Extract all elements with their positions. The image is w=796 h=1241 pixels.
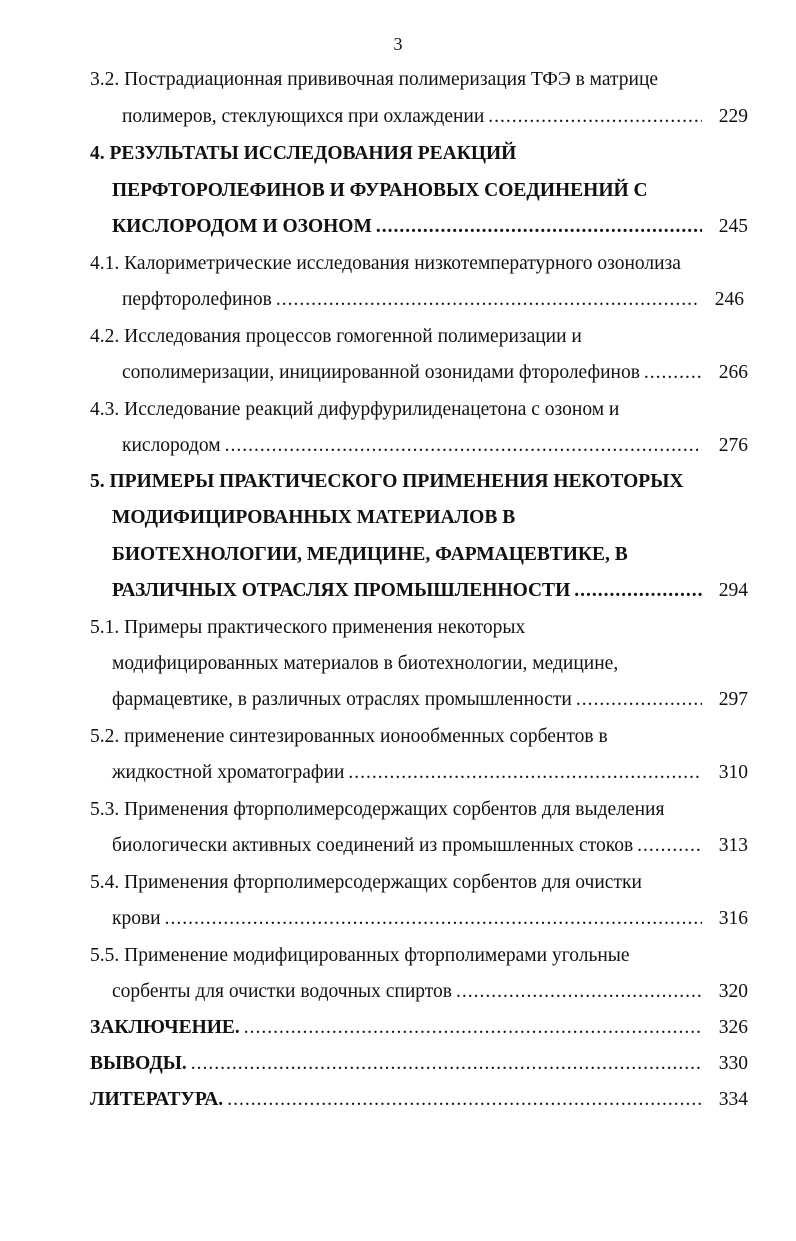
toc-page-number: 310 (718, 762, 748, 783)
leader-dots (574, 578, 702, 604)
toc-text: БИОТЕХНОЛОГИИ, МЕДИЦИНЕ, ФАРМАЦЕВТИКЕ, В (112, 544, 628, 565)
leader-dots (637, 833, 702, 859)
toc-text: полимеров, стеклующихся при охлаждении (122, 106, 485, 127)
toc-text: 3.2. Пострадиационная прививочная полимеризация ТФЭ в матрице (90, 69, 659, 90)
toc-page-number: 294 (718, 580, 748, 601)
toc-text: 5.5. Применение модифицированных фторполимерами угольные (90, 945, 630, 966)
toc-text: 4.2. Исследования процессов гомогенной полимеризации и (90, 326, 582, 347)
toc-entry-5-2-line-2 (112, 760, 748, 786)
toc-text: биологически активных соединений из промышленных стоков (112, 835, 634, 856)
toc-chapter-5-line-3 (112, 542, 628, 568)
toc-text: 4. РЕЗУЛЬТАТЫ ИССЛЕДОВАНИЯ РЕАКЦИЙ (90, 143, 517, 164)
toc-text: КИСЛОРОДОМ И ОЗОНОМ (112, 216, 372, 237)
leader-dots (576, 687, 702, 713)
toc-entry-5-3-line-2 (112, 833, 748, 859)
leader-dots (456, 979, 702, 1005)
toc-chapter-4-line-1 (90, 141, 516, 167)
toc-text: ВЫВОДЫ. (90, 1053, 187, 1074)
toc-page-number: 334 (718, 1089, 748, 1110)
toc-text: 4.3. Исследование реакций дифурфурилиденацетона с озоном и (90, 399, 620, 420)
leader-dots (191, 1051, 702, 1077)
toc-conclusion (90, 1015, 748, 1041)
toc-text: 5.2. применение синтезированных ионообменных сорбентов в (90, 726, 608, 747)
toc-page-number: 276 (718, 435, 748, 456)
leader-dots (376, 214, 702, 240)
leader-dots (644, 360, 702, 386)
toc-findings (90, 1051, 748, 1077)
toc-entry-4-3-line-2 (122, 433, 748, 459)
toc-page-number: 266 (718, 362, 748, 383)
toc-entry-3-2-line-2 (122, 104, 748, 130)
leader-dots (244, 1015, 702, 1041)
toc-chapter-5-line-1 (90, 469, 683, 495)
toc-entry-4-3-line-1 (90, 397, 619, 423)
leader-dots (165, 906, 702, 932)
page-number: 3 (393, 34, 403, 54)
toc-entry-4-2-line-1 (90, 324, 582, 350)
toc-page-number: 320 (718, 981, 748, 1002)
toc-text: 4.1. Калориметрические исследования низкотемпературного озонолиза (90, 253, 681, 274)
toc-chapter-4-line-2 (112, 178, 648, 204)
toc-text: сорбенты для очистки водочных спиртов (112, 981, 452, 1002)
toc-entry-5-5-line-2 (112, 979, 748, 1005)
toc-chapter-5-line-2 (112, 505, 515, 531)
toc-entry-4-2-line-2 (122, 360, 748, 386)
toc-entry-5-2-line-1 (90, 724, 608, 750)
leader-dots (227, 1087, 702, 1113)
toc-entry-4-1-line-1 (90, 251, 681, 277)
toc-text: жидкостной хроматографии (112, 762, 345, 783)
toc-page-number: 316 (718, 908, 748, 929)
toc-chapter-4-line-3 (112, 214, 748, 240)
toc-entry-5-1-line-2 (112, 651, 618, 677)
toc-entry-5-3-line-1 (90, 797, 664, 823)
toc-text: модифицированных материалов в биотехнологии, медицине, (112, 653, 619, 674)
toc-text: перфторолефинов (122, 289, 272, 310)
toc-page-number: 297 (718, 689, 748, 710)
toc-entry-4-1-line-2 (122, 287, 744, 313)
toc-text: ЛИТЕРАТУРА. (90, 1089, 224, 1110)
toc-text: ЗАКЛЮЧЕНИЕ. (90, 1017, 240, 1038)
toc-page-number: 326 (718, 1017, 748, 1038)
toc-text: 5.4. Применения фторполимерсодержащих сорбентов для очистки (90, 872, 642, 893)
toc-text: РАЗЛИЧНЫХ ОТРАСЛЯХ ПРОМЫШЛЕННОСТИ (112, 580, 571, 601)
toc-text: ПЕРФТОРОЛЕФИНОВ И ФУРАНОВЫХ СОЕДИНЕНИЙ С (112, 180, 648, 201)
leader-dots (348, 760, 702, 786)
toc-text: МОДИФИЦИРОВАННЫХ МАТЕРИАЛОВ В (112, 507, 516, 528)
toc-text: 5. ПРИМЕРЫ ПРАКТИЧЕСКОГО ПРИМЕНЕНИЯ НЕКОТОРЫХ (90, 471, 684, 492)
toc-text: фармацевтике, в различных отраслях промышленности (112, 689, 572, 710)
toc-page-number: 229 (718, 106, 748, 127)
leader-dots (488, 104, 702, 130)
toc-text: 5.1. Примеры практического применения некоторых (90, 617, 526, 638)
toc-page-number: 245 (718, 216, 748, 237)
toc-text: 5.3. Применения фторполимерсодержащих сорбентов для выделения (90, 799, 665, 820)
toc-entry-5-4-line-1 (90, 870, 642, 896)
leader-dots (276, 287, 698, 313)
toc-text: сополимеризации, инициированной озонидами фторолефинов (122, 362, 640, 383)
toc-entry-5-4-line-2 (112, 906, 748, 932)
toc-page-number: 246 (714, 289, 744, 310)
toc-chapter-5-line-4 (112, 578, 748, 604)
toc-entry-3-2-line-1 (90, 67, 658, 93)
toc-references (90, 1087, 748, 1113)
toc-text: кислородом (122, 435, 221, 456)
toc-page-number: 313 (718, 835, 748, 856)
toc-text: крови (112, 908, 161, 929)
toc-entry-5-1-line-1 (90, 615, 525, 641)
leader-dots (225, 433, 702, 459)
toc-entry-5-1-line-3 (112, 687, 748, 713)
toc-page-number: 330 (718, 1053, 748, 1074)
toc-entry-5-5-line-1 (90, 943, 630, 969)
